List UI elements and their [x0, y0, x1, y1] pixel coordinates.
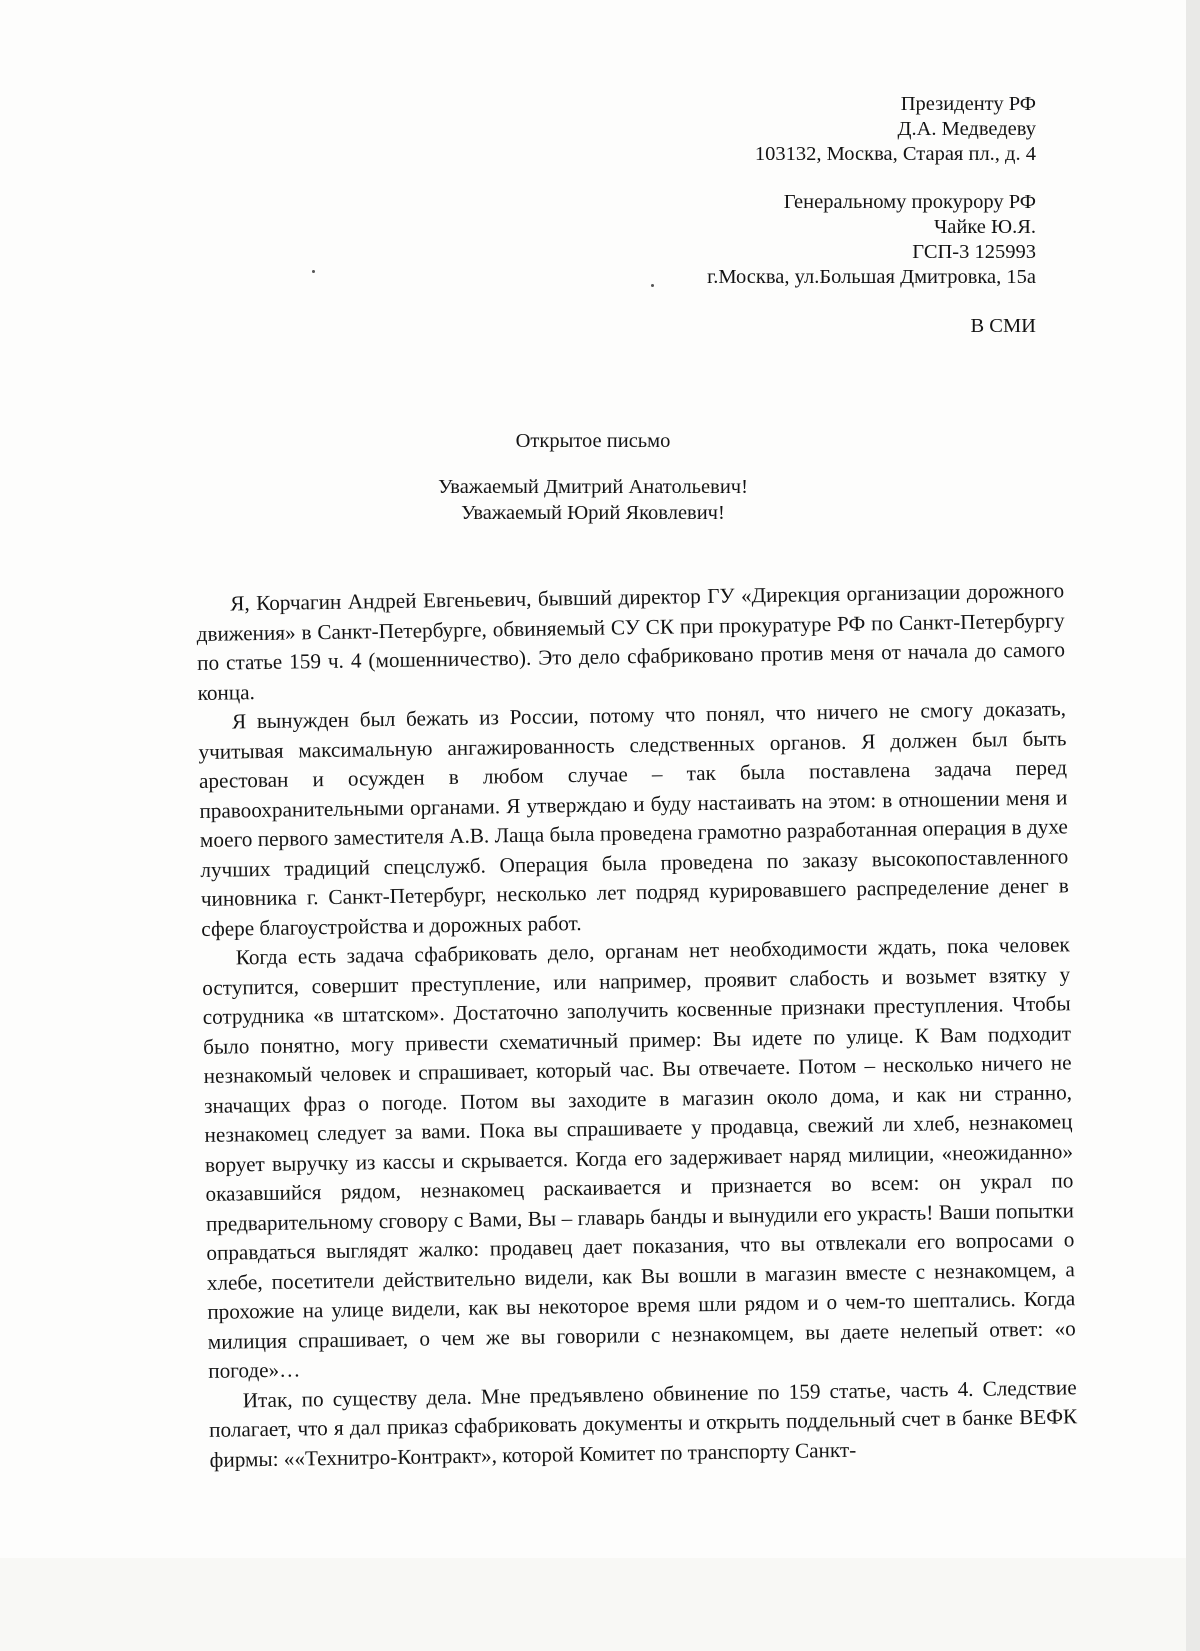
scan-bottom-margin	[0, 1558, 1186, 1651]
scan-right-edge	[1186, 0, 1200, 1651]
greeting-line-2: Уважаемый Юрий Яковлевич!	[461, 502, 725, 524]
prosecutor-street-address: г.Москва, ул.Большая Дмитровка, 15а	[707, 266, 1036, 288]
president-postal-address: 103132, Москва, Старая пл., д. 4	[754, 143, 1036, 165]
prosecutor-postal-code: ГСП-3 125993	[912, 241, 1036, 263]
paragraph: Я вынужден был бежать из России, потому что понял, что ничего не смогу доказать, учитывая максимальную ангажированность следственных органов. Я должен был быть арестован и осужден в любом случае – так была поставлена задача перед правоохранительными органами. Я утверждаю и буду настаивать на этом: в отношении меня и моего первого заместителя А.В. Лаща была проведена грамотно разработанная операция в духе лучших традиций спецслужб. Операция была проведена по заказу высокопоставленного чиновника г. Санкт-Петербург, несколько лет подряд курировавшего распределение денег в сфере благоустройства и дорожных работ.	[198, 696, 1069, 941]
greeting-line-1: Уважаемый Дмитрий Анатольевич!	[438, 476, 748, 498]
prosecutor-address-block	[707, 190, 1036, 290]
paragraph: Когда есть задача сфабриковать дело, органам нет необходимости ждать, пока человек оступится, совершит преступление, или например, проявит слабость и возьмет взятку у сотрудника «в штатском». Достаточно заполучить косвенные признаки преступления. Чтобы было понятно, могу привести схематичный пример: Вы идете по улице. К Вам подходит незнакомый человек и спрашивает, который час. Вы отвечаете. Потом – несколько ничего не значащих фраз о погоде. Потом вы заходите в магазин около дома, и как ни странно, незнакомец следует за вами. Пока вы спрашиваете у продавца, свежий ли хлеб, незнакомец ворует выручку из кассы и скрывается. Когда его задерживает наряд милиции, «неожиданно» оказавшийся рядом, незнакомец раскаивается и признается во всем: он украл по предварительному сговору с Вами, Вы – главарь банды и вынудили его украсть! Ваши попытки оправдаться выглядят жалко: продавец дает показания, что вы отвлекали его вопросами о хлебе, посетители действительно видели, как Вы вошли в магазин вместе с незнакомцем, а прохожие на улице видели, как вы некоторое время шли рядом и о чем-то шептались. Когда милиция спрашивает, о чем же вы говорили с незнакомцем, вы даете нелепый ответ: «о погоде»…	[202, 932, 1076, 1383]
letter-body	[196, 576, 1078, 1475]
letter-title: Открытое письмо	[515, 430, 671, 452]
president-address-block	[755, 92, 1036, 167]
paragraph: Итак, по существу дела. Мне предъявлено обвинение по 159 статье, часть 4. Следствие полагает, что я дал приказ сфабриковать документы и открыть поддельный счет в банке ВЕФК фирмы: ««Технитро-Контракт», которой Комитет по транспорту Санкт-	[209, 1374, 1078, 1472]
president-name: Д.А. Медведеву	[897, 118, 1036, 140]
prosecutor-name: Чайке Ю.Я.	[933, 216, 1036, 238]
prosecutor-title: Генеральному прокурору РФ	[783, 191, 1036, 213]
paragraph: Я, Корчагин Андрей Евгеньевич, бывший директор ГУ «Дирекция организации дорожного движения» в Санкт-Петербурге, обвиняемый СУ СК при прокуратуре РФ по Санкт-Петербургу по статье 159 ч. 4 (мошенничество). Это дело сфабриковано против меня от начала до самого конца.	[196, 578, 1066, 705]
greeting-block	[0, 474, 1186, 526]
president-title: Президенту РФ	[900, 93, 1036, 115]
media-recipient: В СМИ	[970, 315, 1036, 337]
